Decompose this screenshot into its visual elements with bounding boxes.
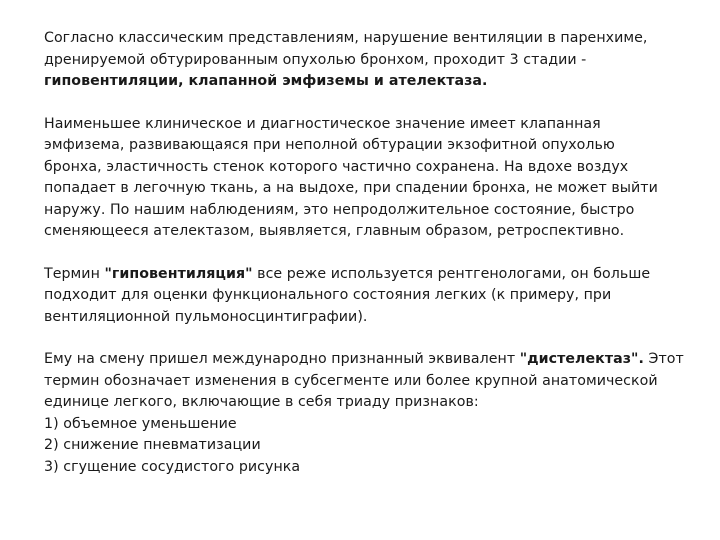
text-line: единице легкого, включающие в себя триаду признаков: <box>44 394 479 410</box>
text-line: наружу. По нашим наблюдениям, это непродолжительное состояние, быстро <box>44 201 635 218</box>
text-fragment: все реже используется рентгенологами, он больше <box>252 265 651 282</box>
paragraph-stages <box>44 28 684 93</box>
list-item: 1) объемное уменьшение <box>44 415 237 432</box>
bold-stages-text: гиповентиляции, клапанной эмфиземы и ателектаза. <box>44 73 488 89</box>
text-fragment: Термин <box>44 265 105 282</box>
text-line: Согласно классическим представлениям, нарушение вентиляции в паренхиме, <box>44 30 648 46</box>
list-item: 3) сгущение сосудистого рисунка <box>44 458 301 475</box>
text-line: вентиляционной пульмоносцинтиграфии). <box>44 308 368 325</box>
text-line: подходит для оценки функционального состояния легких (к примеру, при <box>44 287 612 303</box>
text-line: термин обозначает изменения в субсегменте или более крупной анатомической <box>44 372 658 389</box>
text-line: дренируемой обтурированным опухолью бронхом, проходит 3 стадии - <box>44 51 587 68</box>
list-item: 2) снижение пневматизации <box>44 437 261 453</box>
text-line: сменяющееся ателектазом, выявляется, главным образом, ретроспективно. <box>44 223 625 239</box>
text-fragment: Ему на смену пришел международно признанный эквивалент <box>44 351 520 367</box>
text-line: эмфизема, развивающаяся при неполной обтурации экзофитной опухолью <box>44 137 615 153</box>
bold-term-distelectasis: "дистелектаз". <box>519 351 644 367</box>
text-line: бронха, эластичность стенок которого частично сохранена. На вдохе воздух <box>44 158 629 175</box>
paragraph-valve-emphysema <box>44 114 684 243</box>
bold-term-hypoventilation: "гиповентиляция" <box>104 265 253 282</box>
text-line: попадает в легочную ткань, а на выдохе, при спадении бронха, не может выйти <box>44 180 658 196</box>
paragraph-hypoventilation-term <box>44 264 684 329</box>
paragraph-distelectasis <box>44 349 684 478</box>
text-line: Наименьшее клиническое и диагностическое значение имеет клапанная <box>44 115 601 132</box>
text-fragment: Этот <box>643 351 684 367</box>
